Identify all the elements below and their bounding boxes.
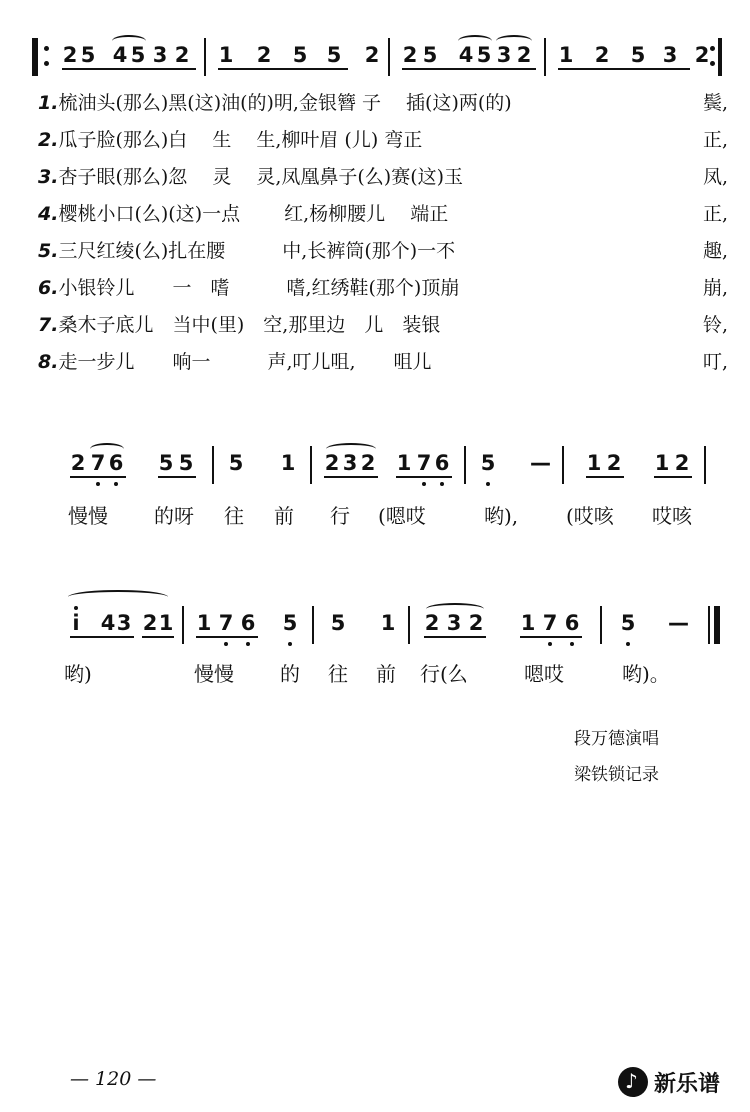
note: 7: [542, 611, 558, 635]
verse-end: 崩,: [702, 277, 728, 299]
lyric: (嗯哎: [378, 504, 426, 528]
low-octave-dot: [96, 482, 100, 486]
note: 1: [520, 611, 536, 635]
note: 5: [228, 451, 244, 475]
low-octave-dot: [288, 642, 292, 646]
dash: —: [530, 451, 551, 475]
verse-number: 5.: [38, 240, 59, 262]
note: 2: [142, 611, 158, 635]
note: 3: [446, 611, 462, 635]
note: 2: [694, 43, 710, 67]
verse-end: 鬓,: [702, 92, 728, 114]
verse-text: 三尺红绫(么)扎在腰 中,长裤筒(那个)一不: [58, 240, 456, 262]
lyric: 慢慢: [194, 662, 234, 686]
low-octave-dot: [440, 482, 444, 486]
note: 1: [158, 611, 174, 635]
verse-end: 正,: [702, 129, 728, 151]
slur: [496, 35, 532, 47]
low-octave-dot: [486, 482, 490, 486]
bar-line: [182, 606, 184, 644]
bar-line: [562, 446, 564, 484]
note: 7: [218, 611, 234, 635]
beam: [70, 636, 134, 638]
repeat-end-dots: [710, 46, 716, 66]
verse-text: 瓜子脸(那么)白 生 生,柳叶眉 (儿) 弯正: [58, 129, 423, 151]
note: 5: [326, 43, 342, 67]
repeat-start-bar: [32, 38, 38, 76]
note: i: [72, 611, 80, 635]
note: 1: [380, 611, 396, 635]
lyric: 往: [224, 504, 244, 528]
verse-line-6: [38, 271, 728, 305]
beam: [558, 68, 690, 70]
note: 4: [100, 611, 116, 635]
slur: [68, 590, 168, 604]
note: 1: [196, 611, 212, 635]
slur: [326, 443, 376, 455]
watermark-label: 新乐谱: [654, 1071, 721, 1097]
note: 6: [564, 611, 580, 635]
beam: [324, 476, 378, 478]
note: 5: [480, 451, 496, 475]
note: 2: [606, 451, 622, 475]
note: 1: [558, 43, 574, 67]
note: 2: [256, 43, 272, 67]
beam: [402, 68, 536, 70]
bar-line: [600, 606, 602, 644]
low-octave-dot: [422, 482, 426, 486]
note: 1: [586, 451, 602, 475]
high-octave-dot: [74, 606, 78, 610]
bar-line: [408, 606, 410, 644]
verse-line-8: [38, 345, 728, 379]
low-octave-dot: [548, 642, 552, 646]
lyric: 哟)。: [622, 662, 670, 686]
note: 6: [108, 451, 124, 475]
note: 5: [80, 43, 96, 67]
lyric: 哎咳: [652, 504, 692, 528]
beam: [142, 636, 174, 638]
beam: [196, 636, 258, 638]
record-disc-icon: [618, 1067, 648, 1097]
verse-line-3: [38, 160, 728, 194]
verse-line-1: [38, 86, 728, 120]
lyric: 行(么: [420, 662, 468, 686]
beam: [70, 476, 126, 478]
lyric: 哟): [64, 662, 92, 686]
lyric: 行: [330, 504, 350, 528]
verse-end: 铃,: [702, 314, 728, 336]
low-octave-dot: [570, 642, 574, 646]
beam: [520, 636, 582, 638]
repeat-end-bar: [718, 38, 722, 76]
verse-text: 走一步儿 响一 声,叮儿咀, 咀儿: [58, 351, 432, 373]
note: 2: [360, 451, 376, 475]
low-octave-dot: [114, 482, 118, 486]
note: 3: [496, 43, 512, 67]
verse-number: 1.: [38, 92, 59, 114]
note: 6: [240, 611, 256, 635]
note: 5: [422, 43, 438, 67]
singer-credit: 段万德演唱: [574, 729, 659, 749]
lyric: 慢慢: [68, 504, 108, 528]
verse-text: 梳油头(那么)黑(这)油(的)明,金银簪 子 插(这)两(的): [58, 92, 512, 114]
verse-text: 樱桃小口(么)(这)一点 红,杨柳腰儿 端正: [58, 203, 449, 225]
note: 2: [70, 451, 86, 475]
bar-line: [310, 446, 312, 484]
verse-end: 凤,: [702, 166, 728, 188]
note: 2: [468, 611, 484, 635]
note: 7: [416, 451, 432, 475]
beam: [396, 476, 452, 478]
lyric: 前: [376, 662, 396, 686]
verse-line-2: [38, 123, 728, 157]
bar-line: [704, 446, 706, 484]
bar-line: [544, 38, 546, 76]
note: 6: [434, 451, 450, 475]
note: 2: [674, 451, 690, 475]
note: 5: [620, 611, 636, 635]
verse-text: 桑木子底儿 当中(里) 空,那里边 儿 装银: [58, 314, 441, 336]
note: 3: [116, 611, 132, 635]
note: 4: [112, 43, 128, 67]
dash: —: [668, 611, 689, 635]
verse-number: 6.: [38, 277, 59, 299]
beam: [654, 476, 692, 478]
lyric: 的呀: [154, 504, 194, 528]
note: 3: [152, 43, 168, 67]
note: 5: [178, 451, 194, 475]
page-number: — 120 —: [70, 1068, 157, 1090]
note: 5: [330, 611, 346, 635]
note: 2: [174, 43, 190, 67]
final-bar-thick: [714, 606, 720, 644]
bar-line: [464, 446, 466, 484]
note: 1: [654, 451, 670, 475]
repeat-start-dots: [44, 46, 50, 66]
beam: [218, 68, 348, 70]
notation-row-3: [60, 598, 730, 648]
slur: [112, 35, 146, 47]
recorder-credit: 梁铁锁记录: [574, 765, 659, 785]
beam: [62, 68, 196, 70]
lyric: 的: [280, 662, 300, 686]
verse-number: 3.: [38, 166, 59, 188]
note: 2: [424, 611, 440, 635]
slur: [458, 35, 492, 47]
note: 5: [630, 43, 646, 67]
note: 2: [402, 43, 418, 67]
lyric: 前: [274, 504, 294, 528]
note: 5: [158, 451, 174, 475]
low-octave-dot: [626, 642, 630, 646]
verse-end: 趣,: [702, 240, 728, 262]
note: 4: [458, 43, 474, 67]
verse-number: 7.: [38, 314, 59, 336]
note: 5: [130, 43, 146, 67]
note: 2: [324, 451, 340, 475]
verse-text: 小银铃儿 一 嗜 嗜,红绣鞋(那个)顶崩: [58, 277, 460, 299]
low-octave-dot: [246, 642, 250, 646]
lyric: (哎咳: [566, 504, 614, 528]
note: 3: [342, 451, 358, 475]
slur: [426, 603, 484, 615]
final-bar-thin: [708, 606, 710, 644]
verse-end: 正,: [702, 203, 728, 225]
note: 2: [62, 43, 78, 67]
beam: [158, 476, 196, 478]
note: 1: [280, 451, 296, 475]
note: 1: [218, 43, 234, 67]
beam: [424, 636, 486, 638]
note: 5: [292, 43, 308, 67]
slur: [90, 443, 124, 455]
note: 1: [396, 451, 412, 475]
lyric: 嗯哎: [524, 662, 564, 686]
verse-number: 8.: [38, 351, 59, 373]
verse-line-5: [38, 234, 728, 268]
lyric: 往: [328, 662, 348, 686]
verse-end: 叮,: [702, 351, 728, 373]
note: 5: [476, 43, 492, 67]
note: 2: [594, 43, 610, 67]
bar-line: [312, 606, 314, 644]
verse-line-7: [38, 308, 728, 342]
bar-line: [388, 38, 390, 76]
notation-row-2: [60, 438, 720, 488]
note: 2: [516, 43, 532, 67]
verse-number: 2.: [38, 129, 59, 151]
verse-number: 4.: [38, 203, 59, 225]
lyric: 哟),: [484, 504, 519, 528]
notation-row-1: [32, 30, 722, 80]
note: 2: [364, 43, 380, 67]
low-octave-dot: [224, 642, 228, 646]
bar-line: [212, 446, 214, 484]
verse-line-4: [38, 197, 728, 231]
verse-text: 杏子眼(那么)忽 灵 灵,凤凰鼻子(么)赛(这)玉: [58, 166, 464, 188]
beam: [586, 476, 624, 478]
note: 5: [282, 611, 298, 635]
note: 3: [662, 43, 678, 67]
bar-line: [204, 38, 206, 76]
watermark-logo: [618, 1064, 720, 1100]
note: 7: [90, 451, 106, 475]
